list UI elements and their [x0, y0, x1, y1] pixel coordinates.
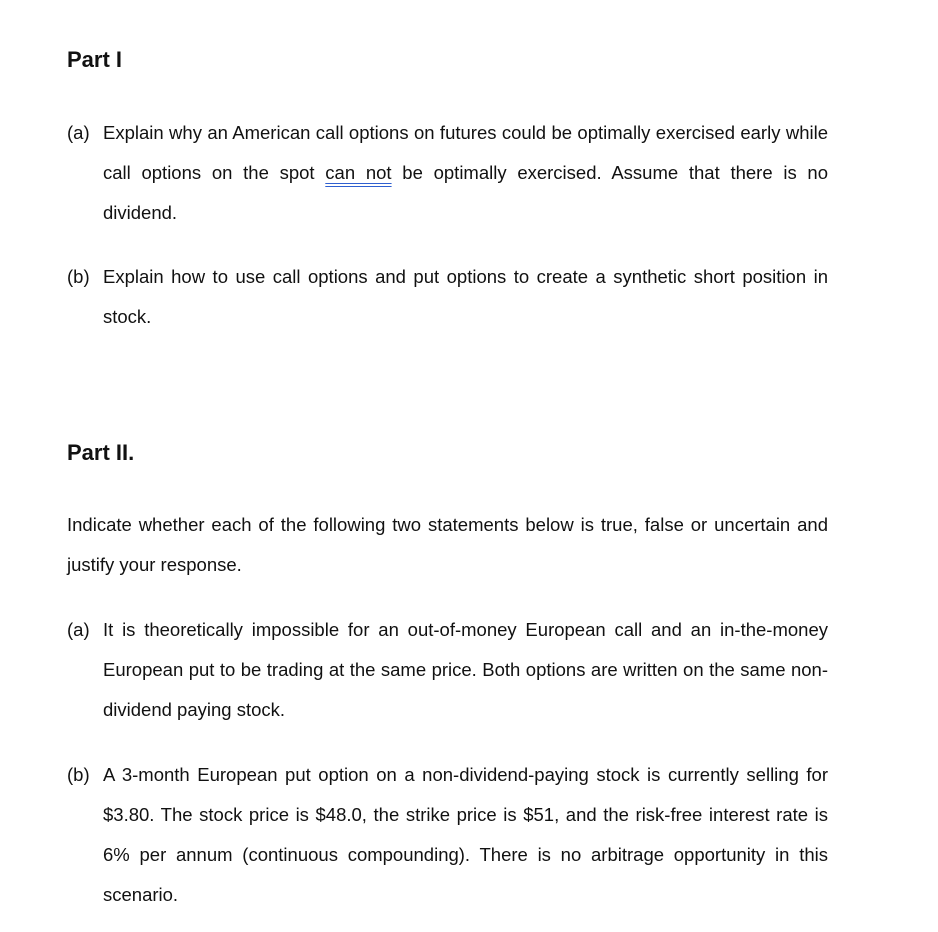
question-text [103, 113, 828, 233]
statement-text: It is theoretically impossible for an out-of-money European call and an in-the-money European put to be trading at the same price. Both options are written on the same non-dividend paying stock. [103, 619, 828, 720]
part-1-question-a [67, 113, 828, 233]
spellcheck-flagged-word[interactable]: can not [325, 162, 392, 183]
part-2-statement-a [67, 610, 828, 730]
statement-label: (b) [67, 764, 90, 785]
statement-text: A 3-month European put option on a non-dividend-paying stock is currently selling for $3.80. The stock price is $48.0, the strike price is $51, and the risk-free interest rate is 6% per annum (continuous compounding). There is no arbitrage opportunity in this scenario. [103, 764, 828, 905]
question-text-end: be optimally exercised. Assume that there is no dividend. [103, 162, 829, 223]
part-1-question-b [67, 257, 828, 337]
statement-label: (a) [67, 619, 90, 640]
question-text: Explain how to use call options and put options to create a synthetic short position in stock. [103, 266, 828, 327]
part-2-statement-b [67, 755, 828, 915]
part-2-instructions: Indicate whether each of the following two statements below is true, false or uncertain and justify your response. [67, 514, 828, 575]
part-2-heading: Part II. [67, 440, 135, 465]
question-label: (a) [67, 122, 90, 143]
question-label: (b) [67, 266, 90, 287]
part-1-heading: Part I [67, 47, 123, 72]
question-text-start: Explain why an American call options on futures could be optimally exercised early while call options on the spot [103, 122, 828, 183]
